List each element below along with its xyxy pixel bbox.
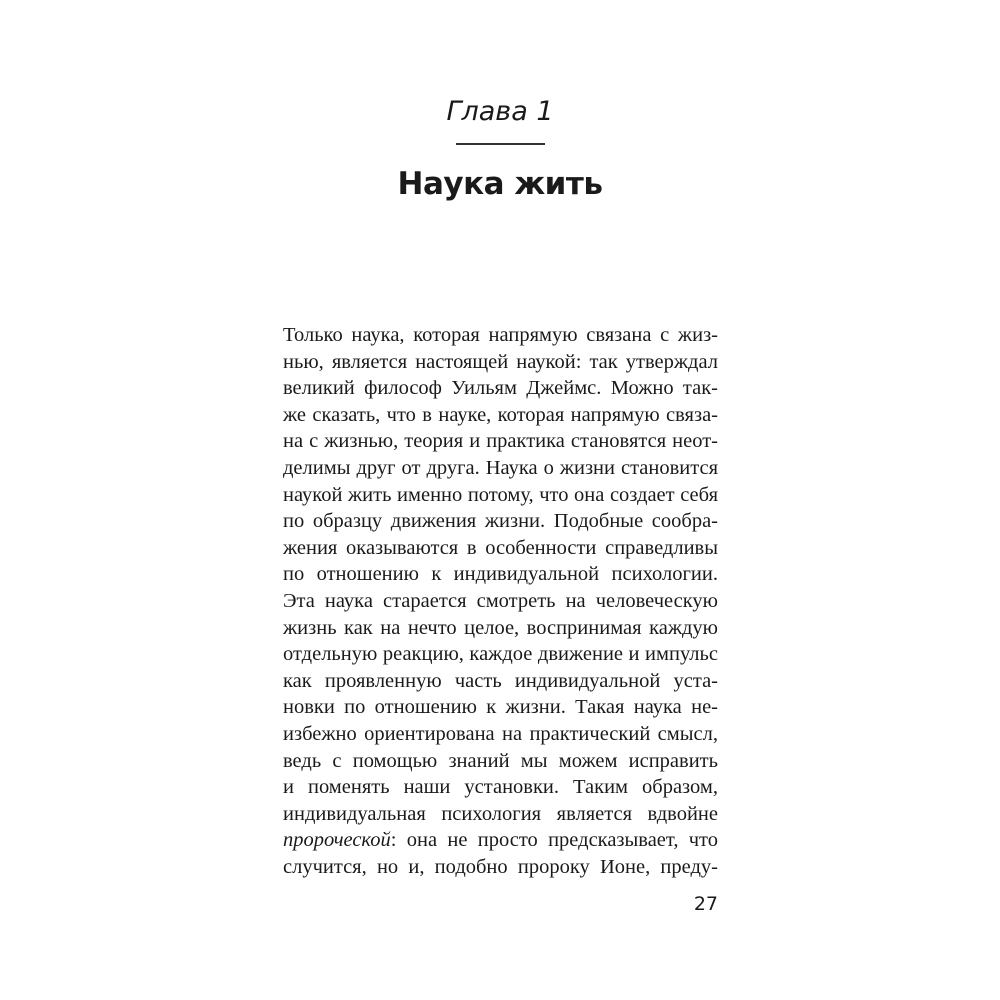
text-segment: : она не просто предсказывает, что (390, 829, 718, 852)
text-line: по отношению к индивидуальной психологии. (283, 563, 718, 586)
chapter-label: Глава 1 (446, 96, 554, 127)
text-line: Эта наука старается смотреть на человеческую (283, 589, 718, 612)
text-line: Только наука, которая напрямую связана с жиз- (283, 324, 718, 346)
text-line: и поменять наши установки. Таким образом, (283, 776, 718, 799)
text-line: по образцу движения жизни. Подобные сообра- (283, 510, 718, 533)
text-line: нью, является настоящей наукой: так утверждал (283, 350, 718, 373)
text-line: индивидуальная психология является вдвойне (283, 802, 718, 825)
text-line: жизнь как на нечто целое, воспринимая каждую (283, 616, 718, 639)
text-line: на с жизнью, теория и практика становятся неот- (283, 430, 718, 453)
text-line: как проявленную часть индивидуальной уста- (283, 669, 718, 692)
text-line: жения оказываются в особенности справедливы (283, 536, 718, 559)
chapter-title: Наука жить (397, 166, 603, 202)
text-line: ведь с помощью знаний мы можем исправить (283, 749, 718, 772)
emphasized-word: пророческой (283, 829, 391, 852)
text-line: отдельную реакцию, каждое движение и импульс (283, 643, 718, 666)
text-line: великий философ Уильям Джеймс. Можно так- (283, 377, 718, 400)
text-line: же сказать, что в науке, которая напрямую связа- (283, 403, 718, 426)
text-line: избежно ориентирована на практический смысл, (283, 722, 718, 745)
text-line-with-emphasis (283, 827, 718, 854)
text-line: случится, но и, подобно пророку Ионе, преду- (283, 855, 718, 878)
text-line: наукой жить именно потому, что она создает себя (283, 483, 718, 506)
chapter-divider (456, 143, 545, 145)
body-text (283, 322, 718, 880)
text-line: делимы друг от друга. Наука о жизни становится (283, 456, 718, 479)
page-number: 27 (693, 893, 718, 915)
text-line: новки по отношению к жизни. Такая наука не- (283, 696, 718, 719)
